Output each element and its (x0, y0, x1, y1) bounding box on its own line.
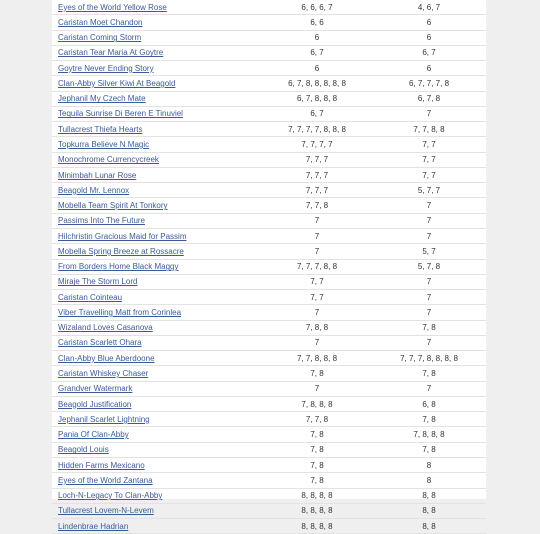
dog-name-link[interactable]: Hidden Farms Mexicano (52, 457, 262, 472)
dog-name-link[interactable]: Viber Travelling Matt from Corinlea (52, 305, 262, 320)
score-cell-a: 8, 8, 8, 8 (262, 503, 372, 518)
score-cell-a: 7 (262, 305, 372, 320)
dog-name-link[interactable]: Caristan Coming Storm (52, 30, 262, 45)
dog-name-link[interactable]: Caristan Scarlett Ohara (52, 335, 262, 350)
dog-name-link[interactable]: Miraje The Storm Lord (52, 274, 262, 289)
table-row (52, 457, 486, 472)
score-cell-a: 7, 7, 7, 7, 8, 8, 8 (262, 122, 372, 137)
score-cell-b: 7 (372, 198, 486, 213)
dog-name-link[interactable]: Jephanil Scarlet Lightning (52, 412, 262, 427)
table-row (52, 274, 486, 289)
dog-name-link[interactable]: Caristan Whiskey Chaser (52, 366, 262, 381)
score-cell-a: 7, 7, 8 (262, 412, 372, 427)
score-cell-b: 8 (372, 473, 486, 488)
score-cell-b: 7, 7 (372, 167, 486, 182)
score-cell-a: 7 (262, 228, 372, 243)
table-row (52, 320, 486, 335)
dog-name-link[interactable]: Eyes of the World Yellow Rose (52, 0, 262, 15)
table-row (52, 503, 486, 518)
table-row (52, 152, 486, 167)
dog-name-link[interactable]: Minimbah Lunar Rose (52, 167, 262, 182)
table-row (52, 259, 486, 274)
dog-name-link[interactable]: Clan-Abby Blue Aberdoone (52, 351, 262, 366)
score-cell-a: 6, 6, 6, 7 (262, 0, 372, 15)
score-cell-a: 7, 8 (262, 457, 372, 472)
score-cell-a: 7 (262, 381, 372, 396)
dog-name-link[interactable]: Clan-Abby Silver Kiwi At Beagold (52, 76, 262, 91)
dog-name-link[interactable]: Eyes of the World Zantana (52, 473, 262, 488)
score-cell-a: 8, 8, 8, 8 (262, 488, 372, 503)
table-row (52, 473, 486, 488)
score-cell-a: 7 (262, 335, 372, 350)
score-cell-a: 7 (262, 244, 372, 259)
table-row (52, 76, 486, 91)
results-panel (52, 0, 486, 531)
score-cell-a: 7, 8 (262, 442, 372, 457)
score-cell-a: 6 (262, 61, 372, 76)
score-cell-a: 7, 7 (262, 274, 372, 289)
table-row (52, 488, 486, 503)
dog-name-link[interactable]: Pania Of Clan-Abby (52, 427, 262, 442)
dog-name-link[interactable]: Tullacrest Lovem-N-Levem (52, 503, 262, 518)
dog-name-link[interactable]: Caristan Tear Maria At Goytre (52, 45, 262, 60)
table-row (52, 61, 486, 76)
table-row (52, 106, 486, 121)
score-cell-b: 7, 7 (372, 152, 486, 167)
table-row (52, 45, 486, 60)
dog-name-link[interactable]: Beagold Mr. Lennox (52, 183, 262, 198)
table-row (52, 15, 486, 30)
table-row (52, 427, 486, 442)
dog-name-link[interactable]: Mobella Spring Breeze at Rossacre (52, 244, 262, 259)
dog-name-link[interactable]: Tequila Sunrise Di Beren E Tinuviel (52, 106, 262, 121)
dog-name-link[interactable]: Caristan Cointeau (52, 290, 262, 305)
score-cell-a: 6, 7, 8, 8, 8, 8, 8 (262, 76, 372, 91)
table-row (52, 122, 486, 137)
score-cell-b: 7 (372, 213, 486, 228)
score-cell-b: 7, 8 (372, 366, 486, 381)
score-cell-b: 7 (372, 305, 486, 320)
score-cell-b: 7 (372, 381, 486, 396)
score-cell-b: 7, 7 (372, 137, 486, 152)
dog-name-link[interactable]: Jephanil My Czech Mate (52, 91, 262, 106)
dog-name-link[interactable]: Lindenbrae Hadrian (52, 519, 262, 534)
dog-name-link[interactable]: From Borders Home Black Maggy (52, 259, 262, 274)
table-row (52, 198, 486, 213)
table-row (52, 519, 486, 534)
score-cell-a: 8, 8, 8, 8 (262, 519, 372, 534)
table-row (52, 396, 486, 411)
dog-name-link[interactable]: Passims Into The Future (52, 213, 262, 228)
dog-name-link[interactable]: Beagold Louis (52, 442, 262, 457)
score-cell-a: 6, 7, 8, 8, 8 (262, 91, 372, 106)
dog-name-link[interactable]: Grandver Watermark (52, 381, 262, 396)
table-row (52, 351, 486, 366)
table-row (52, 0, 486, 15)
score-cell-b: 4, 6, 7 (372, 0, 486, 15)
dog-name-link[interactable]: Hilchristin Gracious Maid for Passim (52, 228, 262, 243)
table-row (52, 183, 486, 198)
table-row (52, 305, 486, 320)
score-cell-b: 7 (372, 106, 486, 121)
score-cell-b: 5, 7 (372, 244, 486, 259)
score-cell-b: 7, 8 (372, 442, 486, 457)
score-cell-a: 7, 7, 7 (262, 167, 372, 182)
dog-name-link[interactable]: Mobella Team Spirit At Tonkory (52, 198, 262, 213)
score-cell-a: 6 (262, 30, 372, 45)
score-cell-b: 7, 8 (372, 412, 486, 427)
table-row (52, 91, 486, 106)
score-cell-b: 6 (372, 15, 486, 30)
dog-name-link[interactable]: Caristan Moet Chandon (52, 15, 262, 30)
table-row (52, 137, 486, 152)
score-cell-b: 7, 8 (372, 320, 486, 335)
table-row (52, 167, 486, 182)
score-cell-b: 8, 8 (372, 503, 486, 518)
score-cell-a: 7, 7, 8 (262, 198, 372, 213)
table-row (52, 213, 486, 228)
table-row (52, 290, 486, 305)
score-cell-b: 6, 7, 7, 7, 8 (372, 76, 486, 91)
score-cell-b: 7 (372, 274, 486, 289)
score-cell-a: 7, 7, 7, 8, 8 (262, 259, 372, 274)
table-row (52, 366, 486, 381)
score-cell-b: 6 (372, 61, 486, 76)
score-cell-a: 6, 7 (262, 45, 372, 60)
score-cell-b: 7 (372, 228, 486, 243)
score-cell-b: 8, 8 (372, 488, 486, 503)
score-cell-a: 7, 8 (262, 366, 372, 381)
score-cell-a: 7, 7 (262, 290, 372, 305)
score-cell-a: 7, 7, 7 (262, 183, 372, 198)
score-cell-b: 6, 7 (372, 45, 486, 60)
score-cell-a: 6, 6 (262, 15, 372, 30)
table-row (52, 30, 486, 45)
score-cell-b: 7, 7, 8, 8 (372, 122, 486, 137)
score-cell-a: 7, 7, 8, 8, 8 (262, 351, 372, 366)
dog-name-link[interactable]: Beagold Justification (52, 396, 262, 411)
score-cell-b: 6 (372, 30, 486, 45)
score-cell-b: 7 (372, 335, 486, 350)
score-cell-a: 6, 7 (262, 106, 372, 121)
score-cell-b: 7 (372, 290, 486, 305)
table-row (52, 228, 486, 243)
score-cell-b: 7, 8, 8, 8 (372, 427, 486, 442)
score-cell-a: 7, 8 (262, 473, 372, 488)
score-cell-b: 6, 8 (372, 396, 486, 411)
dog-name-link[interactable]: Monochrome Currencycreek (52, 152, 262, 167)
score-cell-b: 8, 8 (372, 519, 486, 534)
score-cell-b: 7, 7, 7, 8, 8, 8, 8 (372, 351, 486, 366)
score-cell-a: 7, 7, 7, 7 (262, 137, 372, 152)
score-cell-b: 6, 7, 8 (372, 91, 486, 106)
table-row (52, 381, 486, 396)
dog-name-link[interactable]: Wizaland Loves Casanova (52, 320, 262, 335)
dog-name-link[interactable]: Topkurra Believe N Magic (52, 137, 262, 152)
score-cell-a: 7, 8, 8, 8 (262, 396, 372, 411)
score-cell-a: 7, 8 (262, 427, 372, 442)
table-row (52, 335, 486, 350)
dog-name-link[interactable]: Tullacrest Thiefa Hearts (52, 122, 262, 137)
dog-name-link[interactable]: Goytre Never Ending Story (52, 61, 262, 76)
results-table (52, 0, 486, 534)
score-cell-b: 5, 7, 8 (372, 259, 486, 274)
score-cell-b: 5, 7, 7 (372, 183, 486, 198)
score-cell-a: 7, 7, 7 (262, 152, 372, 167)
table-row (52, 412, 486, 427)
score-cell-a: 7 (262, 213, 372, 228)
results-table-body (52, 0, 486, 534)
score-cell-b: 8 (372, 457, 486, 472)
dog-name-link[interactable]: Loch-N-Legacy To Clan-Abby (52, 488, 262, 503)
table-row (52, 442, 486, 457)
table-row (52, 244, 486, 259)
score-cell-a: 7, 8, 8 (262, 320, 372, 335)
